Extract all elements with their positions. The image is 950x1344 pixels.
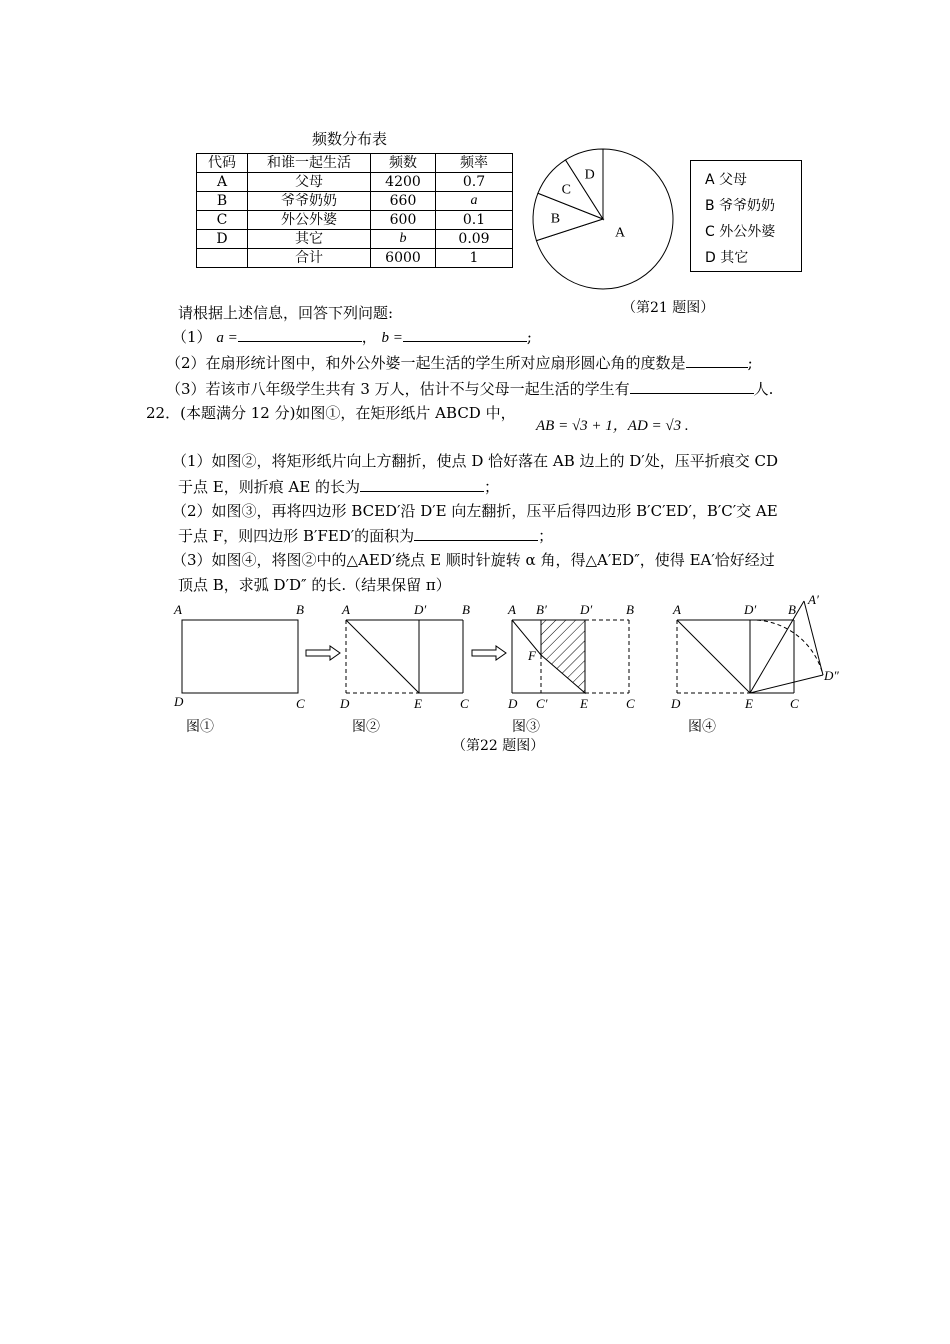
q21-part1 xyxy=(172,326,532,347)
table-cell: A xyxy=(197,173,248,192)
q21-separator: ， xyxy=(361,328,377,346)
figure21-caption: （第21 题图） xyxy=(622,300,715,316)
q21-a-label: a = xyxy=(216,330,238,346)
fig4-point-label: C xyxy=(790,696,799,711)
fig1-point-label: A xyxy=(174,602,182,617)
fig4-point-label: D xyxy=(671,696,681,711)
table-cell: 父母 xyxy=(248,173,371,192)
table-header: 代码 xyxy=(197,154,248,173)
answer-blank-count[interactable] xyxy=(630,379,754,394)
table-row xyxy=(197,173,513,192)
fig3-point-label: D xyxy=(508,696,518,711)
fig4-line xyxy=(750,675,823,693)
table-cell: 合计 xyxy=(248,249,371,268)
fig1-point-label: B xyxy=(296,602,304,617)
table-cell: 0.09 xyxy=(436,230,513,249)
table-row xyxy=(197,230,513,249)
q22-condition: AB = √3 + 1，AD = √3 . xyxy=(536,418,689,434)
table-cell: 外公外婆 xyxy=(248,211,371,230)
table-cell xyxy=(197,249,248,268)
q21-part3 xyxy=(166,378,773,399)
q21-part2 xyxy=(166,352,753,373)
pie-label: D xyxy=(584,167,595,183)
fig3-point-label: B xyxy=(626,602,634,617)
fig3-point-label: C′ xyxy=(536,696,548,711)
fig3-point-label: A xyxy=(508,602,516,617)
answer-blank-angle[interactable] xyxy=(686,353,748,368)
answer-blank-a[interactable] xyxy=(238,327,362,342)
fig2-point-label: A xyxy=(342,602,350,617)
figure22-caption: （第22 题图） xyxy=(452,738,545,754)
fig3-line xyxy=(512,620,541,655)
table-row xyxy=(197,249,513,268)
table-cell: 600 xyxy=(371,211,436,230)
legend-item: D 其它 xyxy=(705,250,749,266)
table-header: 和谁一起生活 xyxy=(248,154,371,173)
q22-part1b-text: 于点 E，则折痕 AE 的长为 xyxy=(178,478,361,496)
table-cell: 0.1 xyxy=(436,211,513,230)
fig3-point-label: D′ xyxy=(580,602,593,617)
fig4-point-label: D′ xyxy=(744,602,757,617)
table-cell: b xyxy=(371,230,436,249)
table-cell: 其它 xyxy=(248,230,371,249)
q22-part1a: （1）如图②，将矩形纸片向上方翻折，使点 D 恰好落在 AB 边上的 D′处，压平折痕交 CD xyxy=(172,452,778,470)
fig4-point-label: B xyxy=(788,602,796,617)
table-header: 频率 xyxy=(436,154,513,173)
pie-label: B xyxy=(550,211,561,227)
pie-chart xyxy=(530,146,676,292)
figure-caption: 图④ xyxy=(688,719,716,735)
q21-part1-end: ; xyxy=(526,328,532,346)
fig4-point-label: D″ xyxy=(824,668,839,683)
table-cell: C xyxy=(197,211,248,230)
table-cell: 爷爷奶奶 xyxy=(248,192,371,211)
q22-part1b-end: ； xyxy=(484,478,500,496)
q22-head: 22．(本题满分 12 分)如图①，在矩形纸片 ABCD 中， xyxy=(146,404,516,422)
fig4-point-label: A′ xyxy=(808,592,819,607)
table-cell: a xyxy=(436,192,513,211)
q21-part1-prefix: （1） xyxy=(172,328,212,346)
fig2-point-label: B xyxy=(462,602,470,617)
pie-legend xyxy=(690,160,802,272)
table-cell: 6000 xyxy=(371,249,436,268)
frequency-table xyxy=(196,153,513,268)
fig3-point-label: C xyxy=(626,696,635,711)
table-row xyxy=(197,192,513,211)
table-header-row xyxy=(197,154,513,173)
q22-part2b-text: 于点 F，则四边形 B′FED′的面积为 xyxy=(178,527,415,545)
q21-part2-end: ; xyxy=(747,354,753,372)
arrow-right-icon xyxy=(306,646,340,660)
q22-part2b-end: ； xyxy=(538,527,554,545)
legend-item: A 父母 xyxy=(705,172,748,188)
fig4-point-label: A xyxy=(673,602,681,617)
fig3-point-label: B′ xyxy=(536,602,547,617)
figure22-diagrams xyxy=(160,590,860,730)
table-cell: 1 xyxy=(436,249,513,268)
legend-item: B 爷爷奶奶 xyxy=(705,198,776,214)
fig4-line xyxy=(804,601,823,675)
answer-blank-b[interactable] xyxy=(403,327,527,342)
figure-caption: 图① xyxy=(186,719,214,735)
table-row xyxy=(197,211,513,230)
fig4-line xyxy=(677,620,750,693)
fig3-point-label: E xyxy=(580,696,588,711)
fig3-point-label: F xyxy=(528,648,536,663)
fig2-line xyxy=(346,620,419,693)
q21-intro: 请根据上述信息，回答下列问题: xyxy=(178,304,394,322)
table-cell: 660 xyxy=(371,192,436,211)
fig1-point-label: D xyxy=(174,694,184,709)
fig4-point-label: E xyxy=(745,696,753,711)
q21-part3-text: （3）若该市八年级学生共有 3 万人，估计不与父母一起生活的学生有 xyxy=(166,380,630,398)
q21-b-label: b = xyxy=(381,330,403,346)
legend-item: C 外公外婆 xyxy=(705,224,776,240)
q21-part3-end: 人. xyxy=(753,380,774,398)
pie-label: A xyxy=(614,225,626,241)
figure-caption: 图③ xyxy=(512,719,540,735)
fig4-arc xyxy=(750,620,823,675)
figure-caption: 图② xyxy=(352,719,380,735)
fig2-point-label: C xyxy=(460,696,469,711)
table-cell: D xyxy=(197,230,248,249)
q22-part3b: 顶点 B，求弧 D′D″ 的长.（结果保留 π） xyxy=(178,576,451,594)
table-cell: 4200 xyxy=(371,173,436,192)
table-cell: 0.7 xyxy=(436,173,513,192)
table-header: 频数 xyxy=(371,154,436,173)
fig1-point-label: C xyxy=(296,696,305,711)
q21-part2-text: （2）在扇形统计图中，和外公外婆一起生活的学生所对应扇形圆心角的度数是 xyxy=(166,354,686,372)
fig2-point-label: D xyxy=(340,696,350,711)
table-cell: B xyxy=(197,192,248,211)
fig2-point-label: D′ xyxy=(414,602,427,617)
q22-part2a: （2）如图③，再将四边形 BCED′沿 D′E 向左翻折，压平后得四边形 B′C′ED′，B′C′交 AE xyxy=(172,502,778,520)
fig1-rectangle xyxy=(182,620,298,693)
fig2-point-label: E xyxy=(414,696,422,711)
fig3-hatched-region xyxy=(541,620,585,693)
table-title: 频数分布表 xyxy=(312,130,388,148)
answer-blank-ae[interactable] xyxy=(360,477,484,492)
q22-part1b xyxy=(178,476,499,497)
answer-blank-area[interactable] xyxy=(414,526,538,541)
q22-part3a: （3）如图④，将图②中的△AED′绕点 E 顺时针旋转 α 角，得△A′ED″，使得 EA′恰好经过 xyxy=(172,551,775,569)
q22-part2b xyxy=(178,525,553,546)
arrow-right-icon xyxy=(472,646,506,660)
pie-label: C xyxy=(561,182,571,198)
